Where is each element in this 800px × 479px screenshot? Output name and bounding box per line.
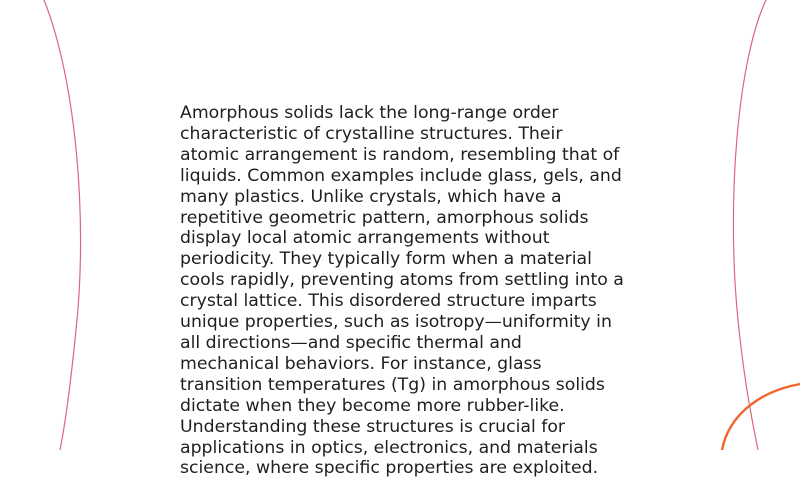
right-arc-line (733, 0, 766, 450)
body-paragraph: Amorphous solids lack the long-range order characteristic of crystalline structures. Their atomic arrangement is random, resembling that of liquids. Common examples include glass, gels, and many plastics. Unlike crystals, which have a repetitive geometric pattern, amorphous solids display local atomic arrangements without periodicity. They typically form when a material cools rapidly, preventing atoms from settling into a crystal lattice. This disordered structure imparts unique properties, such as isotropy—uniformity in all directions—and specific thermal and mechanical behaviors. For instance, glass transition temperatures (Tg) in amorphous solids dictate when they become more rubber-like. Understanding these structures is crucial for applications in optics, electronics, and materials science, where specific properties are exploited. (180, 103, 624, 479)
orange-accent-arc (722, 384, 800, 450)
left-arc-line (44, 0, 81, 450)
